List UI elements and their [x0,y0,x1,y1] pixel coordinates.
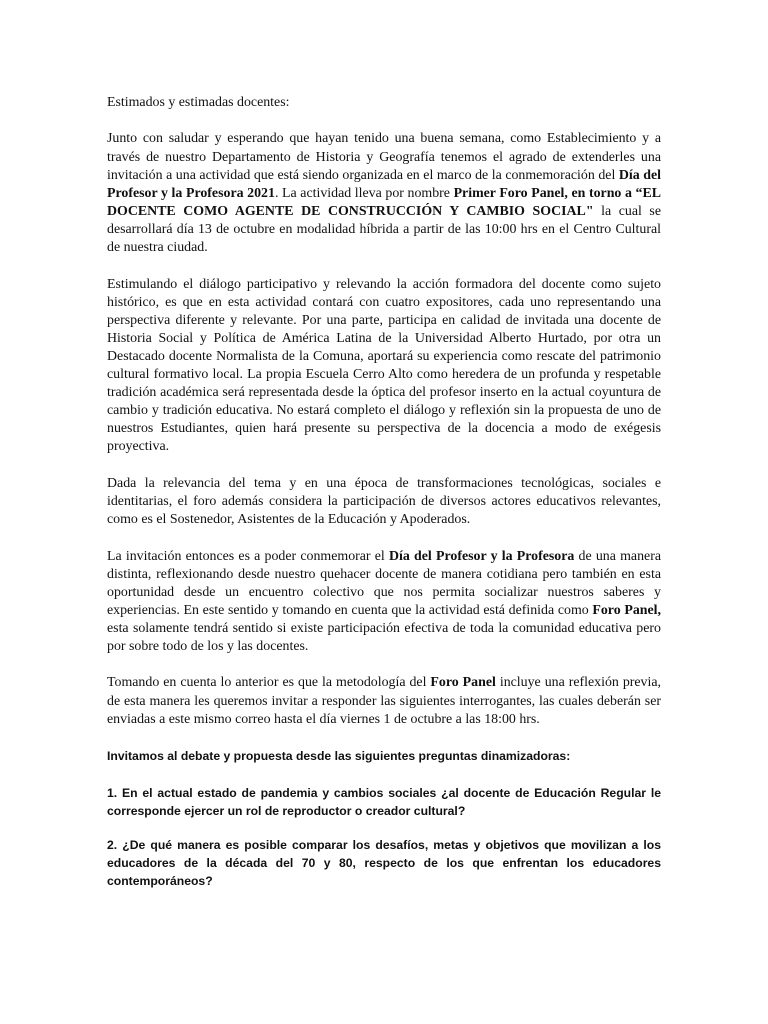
paragraph-text: esta solamente tendrá sentido si existe participación efectiva de toda la comunidad educativa pero por sobre todo de los y las docentes. [107,620,661,654]
letter-body [107,94,661,890]
forum-name: Foro Panel, [592,602,661,618]
paragraph-invitation [107,130,661,257]
paragraph-text: incluye una reflexión previa, de esta manera les queremos invitar a responder las siguientes interrogantes, las cuales deberán ser enviadas a este mismo correo hasta el día viernes 1 de octubre a las 18:00 hrs. [107,675,662,727]
questions-heading: Invitamos al debate y propuesta desde las siguientes preguntas dinamizadoras: [107,749,571,764]
paragraph-text: la cual se desarrollará día 13 de octubre en modalidad híbrida a partir de las 10:00 hrs en el Centro Cultural de nuestra ciudad. [107,203,661,256]
paragraph-text: . La actividad lleva por nombre [274,185,454,201]
event-name: Día del Profesor y la Profesora [389,548,575,564]
paragraph-text: La invitación entonces es a poder conmemorar el [107,548,389,564]
question-2: 2. ¿De qué manera es posible comparar los desafíos, metas y objetivos que movilizan a los educadores de la década del 70 y 80, respecto de los que enfrentan los educadores contemporáneos? [107,837,661,889]
paragraph-text: de una manera distinta, reflexionando desde nuestro quehacer docente de manera cotidiana pero también en esta oportunidad desde un encuentro colectivo que nos permita socializar nuestros saberes y experiencias. En este sentido y tomando en cuenta que la actividad está definida como [107,548,661,618]
paragraph-commemoration [107,548,661,657]
paragraph-participants: Dada la relevancia del tema y en una época de transformaciones tecnológicas, sociales e identitarias, el foro además considera la participación de diversos actores educativos relevantes, como es el Sostenedor, Asistentes de la Educación y Apoderados. [107,475,661,528]
paragraph-text: Tomando en cuenta lo anterior es que la metodología del [107,675,431,691]
paragraph-methodology [107,674,661,728]
paragraph-speakers: Estimulando el diálogo participativo y relevando la acción formadora del docente como sujeto histórico, es que en esta actividad contará con cuatro expositores, cada uno representando una perspectiva diferente y relevante. Por una parte, participa en calidad de invitada una docente de Historia Social y Política de América Latina de la Universidad Alberto Hurtado, por otra un Destacado docente Normalista de la Comuna, aportará su experiencia como rescate del patrimonio cultural formativo local. La propia Escuela Cerro Alto como heredera de un profunda y respetable tradición académica será representada desde la óptica del profesor inserto en la actual coyuntura de cambio y tradición educativa. No estará completo el diálogo y reflexión sin la propuesta de uno de nuestros Estudiantes, quien hará presente su perspectiva de la docencia a modo de exégesis proyectiva. [107,276,661,455]
paragraph-text: Junto con saludar y esperando que hayan tenido una buena semana, como Establecimiento y a través de nuestro Departamento de Historia y Geografía tenemos el agrado de extenderles una invitación a una actividad que está siendo organizada en el marco de la conmemoración del [107,131,661,183]
greeting: Estimados y estimadas docentes: [107,95,290,110]
forum-name: Foro Panel [430,675,496,691]
event-name: Día del Profesor y la Profesora 2021 [107,167,662,201]
question-1: 1. En el actual estado de pandemia y cambios sociales ¿al docente de Educación Regular le corresponde ejercer un rol de reproductor o creador cultural? [107,785,661,818]
forum-title: Primer Foro Panel, en torno a “EL DOCENTE COMO AGENTE DE CONSTRUCCIÓN Y CAMBIO SOCIAL" [107,185,662,219]
